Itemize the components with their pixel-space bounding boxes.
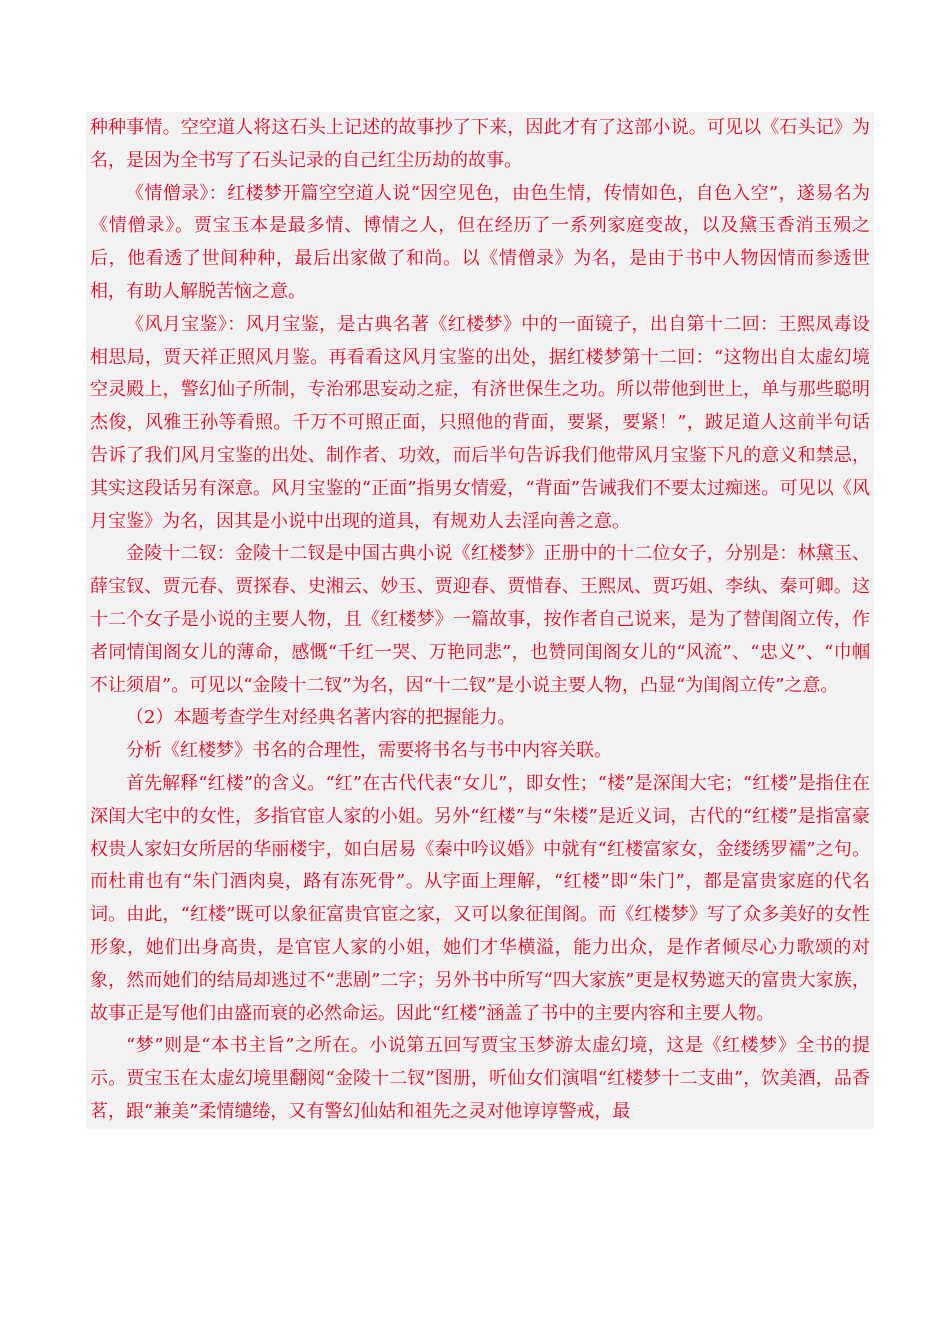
paragraph-analysis-intro: 分析《红楼梦》书名的合理性，需要将书名与书中内容关联。 xyxy=(126,740,612,762)
paragraph-qingsenglu: 《情僧录》：红楼梦开篇空空道人说“因空见色，由色生情，传情如色，自色入空”，遂易名为《情僧录》。贾宝玉本是最多情、博情之人，但在经历了一系列家庭变故，以及黛玉香消玉殒之后，他看透了世间种种，最后出家做了和尚。以《情僧录》为名，是由于书中人物因情而参透世相，有助人解脱苦恼之意。 xyxy=(90,182,870,302)
paragraph-shitouji-continuation: 种种事情。空空道人将这石头上记述的故事抄了下来，因此才有了这部小说。可见以《石头记》为名，是因为全书写了石头记录的自己红尘历劫的故事。 xyxy=(90,117,870,171)
answer-text-block xyxy=(86,112,874,1129)
paragraph-fengyuebaojian: 《风月宝鉴》：风月宝鉴，是古典名著《红楼梦》中的一面镜子，出自第十二回：王熙凤毒设相思局，贾天祥正照风月鉴。再看看这风月宝鉴的出处，据红楼梦第十二回：“这物出自太虚幻境空灵殿上，警幻仙子所制，专治邪思妄动之症，有济世保生之功。所以带他到世上，单与那些聪明杰俊，风雅王孙等看照。千万不可照正面，只照他的背面，要紧，要紧！”，跛足道人这前半句话告诉了我们风月宝鉴的出处、制作者、功效，而后半句告诉我们他带风月宝鉴下凡的意义和禁忌，其实这段话另有深意。风月宝鉴的“正面”指男女情爱，“背面”告诫我们不要太过痴迷。可见以《风月宝鉴》为名，因其是小说中出现的道具，有规劝人去淫向善之意。 xyxy=(90,313,870,532)
paragraph-jinling-shierchai: 金陵十二钗：金陵十二钗是中国古典小说《红楼梦》正册中的十二位女子，分别是：林黛玉、薛宝钗、贾元春、贾探春、史湘云、妙玉、贾迎春、贾惜春、王熙凤、贾巧姐、李纨、秦可卿。这十二个女子是小说的主要人物，且《红楼梦》一篇故事，按作者自己说来，是为了替闺阁立传，作者同情闺阁女儿的薄命，感慨“千红一哭、万艳同悲”，也赞同闺阁女儿的“风流”、“忠义”、“巾帼不让须眉”。可见以“金陵十二钗”为名，因“十二钗”是小说主要人物，凸显“为闺阁立传”之意。 xyxy=(90,543,870,696)
paragraph-honglou-meaning: 首先解释“红楼”的含义。“红”在古代代表“女儿”，即女性；“楼”是深闺大宅；“红楼”是指住在深闺大宅中的女性，多指官宦人家的小姐。另外“红楼”与“朱楼”是近义词，古代的“红楼”是指富豪权贵人家妇女所居的华丽楼宇，如白居易《秦中吟议婚》中就有“红楼富家女，金缕绣罗襦”之句。而杜甫也有“朱门酒肉臭，路有冻死骨”。从字面上理解，“红楼”即“朱门”，都是富贵家庭的代名词。由此，“红楼”既可以象征富贵官宦之家，又可以象征闺阁。而《红楼梦》写了众多美好的女性形象，她们出身高贵，是官宦人家的小姐，她们才华横溢，能力出众，是作者倾尽心力歌颂的对象，然而她们的结局却逃过不“悲剧”二字；另外书中所写“四大家族”更是权势遮天的富贵大家族，故事正是写他们由盛而衰的必然命运。因此“红楼”涵盖了书中的主要内容和主要人物。 xyxy=(90,772,870,1024)
paragraph-meng-meaning: “梦”则是“本书主旨”之所在。小说第五回写贾宝玉梦游太虚幻境，这是《红楼梦》全书的提示。贾宝玉在太虚幻境里翻阅“金陵十二钗”图册，听仙女们演唱“红楼梦十二支曲”，饮美酒，品香茗，跟“兼美”柔情缱绻，又有警幻仙姑和祖先之灵对他谆谆警戒，最 xyxy=(90,1035,870,1122)
paragraph-question-2: （2）本题考查学生对经典名著内容的把握能力。 xyxy=(126,707,516,729)
